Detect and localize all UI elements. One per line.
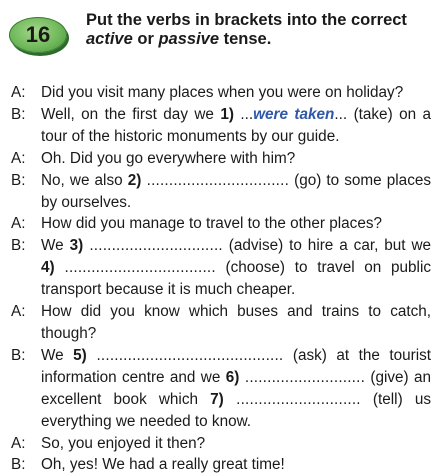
line-text: How did you manage to travel to the other places?: [41, 215, 382, 233]
exercise-number: 16: [25, 22, 51, 47]
speaker: B:: [11, 346, 26, 364]
gap-number: 1): [220, 105, 234, 123]
dialog-line: [11, 301, 431, 345]
line-text: Did you visit many places when you were on holiday?: [41, 84, 404, 101]
line-text-part: Well, on the first day we: [41, 105, 221, 123]
line-text-part: (tell) us everything we needed to know.: [41, 390, 431, 430]
instruction-active: active: [86, 30, 133, 48]
line-text-part: We: [41, 346, 74, 364]
line-text-part: (go) to some places by ourselves.: [41, 171, 431, 211]
gap-dots: ............................: [223, 390, 361, 408]
gap-number: 7): [210, 390, 224, 408]
dialog-line: [11, 433, 431, 455]
gap-number: 3): [69, 237, 84, 255]
line-text: [41, 345, 431, 433]
gap-dots: ...........................: [239, 368, 366, 386]
dialog-line: [11, 148, 431, 170]
speaker: A:: [11, 303, 26, 321]
dialog-line: [11, 82, 431, 104]
dialog: [11, 82, 431, 476]
instruction-end: tense.: [219, 30, 272, 48]
speaker: A:: [11, 84, 26, 101]
gap-dots: ...: [334, 105, 354, 123]
dialog-line: [11, 235, 431, 301]
gap-number: 2): [127, 171, 142, 189]
dialog-line: [11, 213, 431, 235]
line-text-part: (ask) at the tourist information centre and we: [41, 346, 432, 386]
speaker: A:: [11, 434, 26, 452]
line-text-part: (give) an excellent book which: [41, 368, 432, 408]
speaker: B:: [11, 237, 26, 255]
dialog-line: [11, 104, 431, 148]
exercise-number-badge: [9, 17, 67, 53]
exercise-instruction: [86, 11, 431, 49]
instruction-or: or: [132, 30, 159, 48]
example-answer: were taken: [253, 105, 335, 123]
gap-dots: ..........................................: [86, 346, 284, 364]
gap-number: 4): [41, 259, 55, 277]
speaker: B:: [11, 105, 26, 123]
line-text: Oh, yes! We had a really great time!: [41, 456, 285, 474]
dialog-line: [11, 454, 431, 476]
gap-dots: ..................................: [54, 259, 216, 277]
line-text: [41, 235, 431, 301]
speaker: B:: [11, 456, 26, 474]
line-text-part: (take) on a tour of the historic monuments by our guide.: [41, 105, 432, 145]
line-text: How did you know which buses and trains to catch, though?: [41, 303, 431, 342]
speaker: A:: [11, 215, 26, 233]
dialog-line: [11, 170, 431, 214]
line-text: So, you enjoyed it then?: [41, 434, 206, 452]
line-text-part: (choose) to travel on public transport because it is much cheaper.: [41, 259, 431, 299]
instruction-passive: passive: [158, 30, 220, 48]
gap-dots: ...: [233, 105, 254, 123]
speaker: A:: [11, 149, 26, 167]
instruction-text: Put the verbs in brackets into the correct: [86, 11, 407, 29]
line-text-part: No, we also: [41, 171, 128, 189]
gap-dots: ..............................: [83, 237, 223, 255]
dialog-line: [11, 345, 431, 433]
gap-number: 6): [225, 368, 240, 386]
line-text: Oh. Did you go everywhere with him?: [41, 149, 296, 167]
gap-dots: ................................: [141, 171, 290, 189]
line-text-part: (advise) to hire a car, but we: [222, 237, 432, 255]
line-text: [41, 170, 431, 214]
speaker: B:: [11, 171, 26, 189]
gap-number: 5): [73, 346, 87, 364]
line-text: [41, 104, 431, 148]
line-text-part: We: [41, 237, 70, 255]
